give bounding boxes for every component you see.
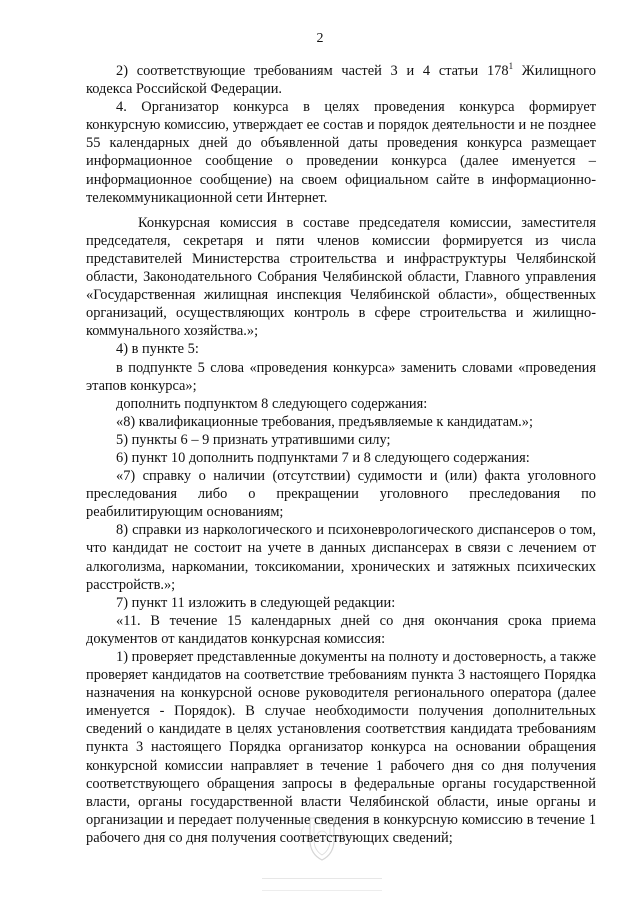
paragraph: «7) справку о наличии (отсутствии) судимости и (или) факта уголовного преследования либо о прекращении уголовного преследования по реабилитирующим основаниям; [86,468,596,521]
paragraph: 1) проверяет представленные документы на полноту и достоверность, а также проверяет кандидатов на соответствие требованиям пункта 3 настоящего Порядка назначения на конкурсной основе руководителя регионального оператора (далее именуется - Порядок). В случае необходимости получения дополнительных сведений о кандидате в целях установления соответствия кандидата требованиям пункта 3 настоящего Порядка организатор конкурса на основании обращения конкурсной комиссии направляет в течение 1 рабочего дня со дня получения соответствующего обращения запросы в федеральные органы государственной власти, органы государственной власти Челябинской области, иные органы и организации и передает полученные сведения в конкурсную комиссию в течение 1 рабочего дня со дня получения соответствующих сведений; [86,649,596,846]
paragraph: 7) пункт 11 изложить в следующей редакции: [116,594,396,611]
stamp-line [262,882,382,891]
paragraph: 5) пункты 6 – 9 признать утратившими силу; [116,431,391,448]
paragraph: 8) справки из наркологического и психоневрологического диспансеров о том, что кандидат не состоит на учете в данных диспансерах в связи с лечением от алкоголизма, наркомании, токсикомании, хронических и затяжных психических расстройств.»; [86,522,596,593]
paragraph: 4. Организатор конкурса в целях проведения конкурса формирует конкурсную комиссию, утверждает ее состав и порядок деятельности и не позднее 55 календарных дней до объявленной даты проведения конкурса размещает информационное сообщение о проведении конкурса (далее именуется – информационное сообщение) на своем официальном сайте в информационно-телекоммуникационной сети Интернет. [86,99,596,206]
page-number: 2 [316,31,324,46]
electronic-signature-stamp [262,810,382,892]
paragraph: дополнить подпунктом 8 следующего содержания: [116,395,428,412]
paragraph: в подпункте 5 слова «проведения конкурса» заменить словами «проведения этапов конкурса»; [86,359,596,394]
paragraph: 4) в пункте 5: [116,341,199,358]
paragraph: 6) пункт 10 дополнить подпунктами 7 и 8 следующего содержания: [116,449,530,466]
stamp-line [262,870,382,879]
paragraph: «8) квалификационные требования, предъявляемые к кандидатам.»; [116,413,533,430]
paragraph: Конкурсная комиссия в составе председателя комиссии, заместителя председателя, секретаря и пяти членов комиссии формируется из числа представителей Министерства строительства и инфраструктуры Челябинской области, Законодательного Собрания Челябинской области, Главного управления «Государственная жилищная инспекция Челябинской области», общественных организаций, осуществляющих контроль в сфере строительства и жилищно-коммунального хозяйства.»; [86,214,596,340]
paragraph: 2) соответствующие требованиям частей 3 и 4 статьи $178^1$ Жилищного кодекса Российской Федерации. [86,61,596,98]
document-body [86,62,596,847]
paragraph: «11. В течение 15 календарных дней со дня окончания срока приема документов от кандидатов конкурсная комиссия: [86,612,596,647]
superscript: 1 [508,61,514,72]
coat-of-arms-icon [262,810,382,870]
